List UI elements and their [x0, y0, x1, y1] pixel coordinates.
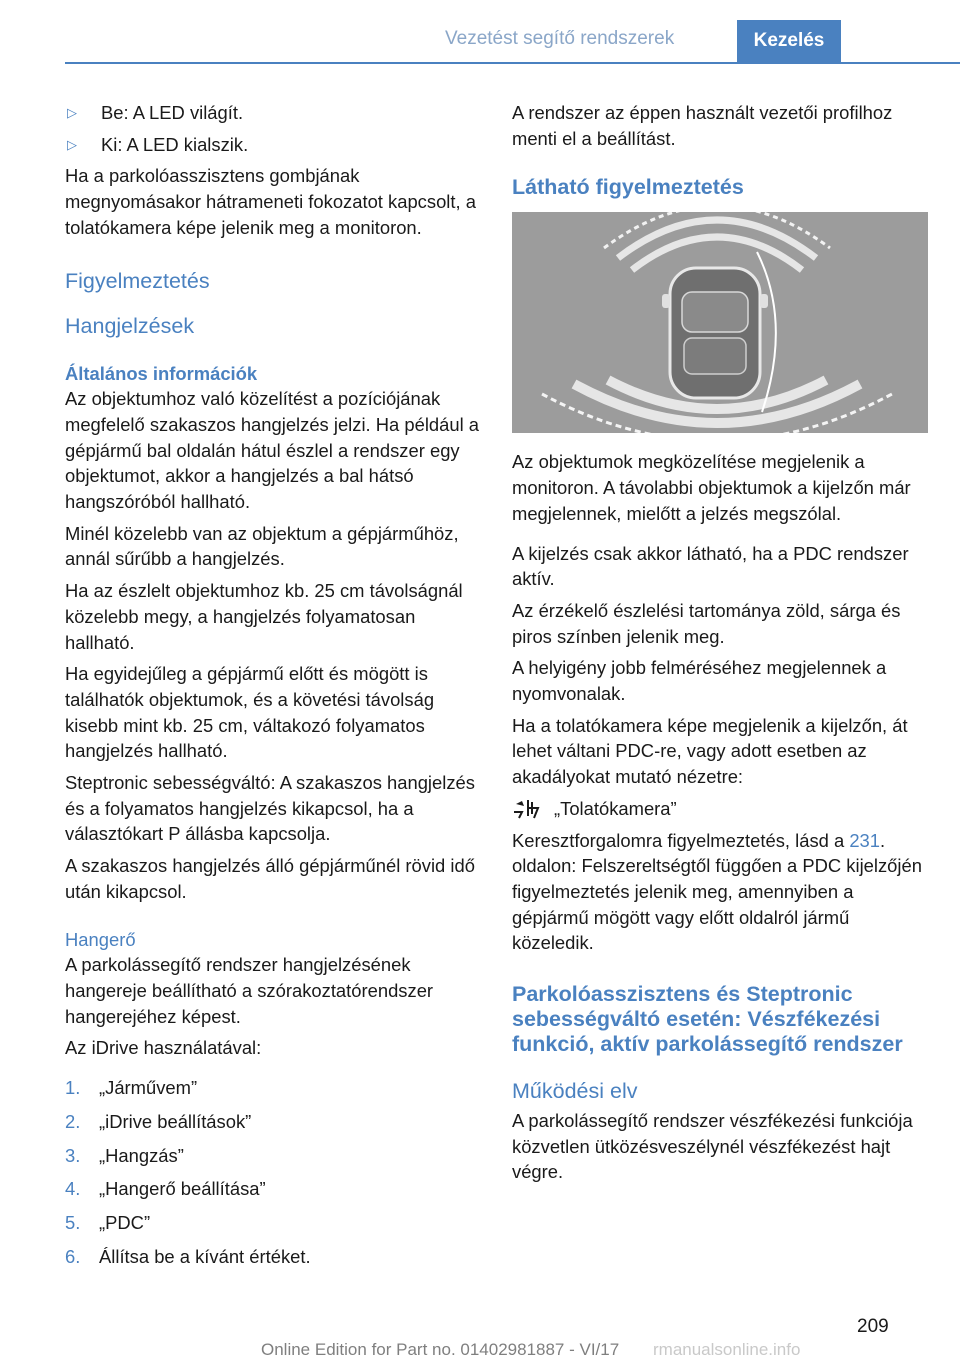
paragraph-visual-5: Ha a tolatókamera képe megjelenik a kijelzőn, át lehet váltani PDC-re, vagy adott esetben az akadályokat mutató nézetre:	[512, 714, 908, 788]
paragraph-general-6: A szakaszos hangjelzés álló gépjárműnél rövid idő után kikapcsol.	[65, 855, 475, 902]
paragraph-general-3: Ha az észlelt objektumhoz kb. 25 cm távolságnál közelebb megy, a hangjelzés folyamatosan hallható.	[65, 580, 463, 653]
heading-visual-warning: Látható figyelmeztetés	[512, 175, 744, 200]
heading-volume: Hangerő	[65, 928, 136, 950]
paragraph-profile: A rendszer az éppen használt vezetői profilhoz menti el a beállítást.	[512, 102, 893, 149]
header-tab-kezeles[interactable]: Kezelés	[737, 20, 841, 62]
step-text: „Járművem”	[99, 1077, 198, 1099]
header-section-title: Vezetést segítő rendszerek	[445, 28, 675, 49]
step-item	[65, 1143, 480, 1169]
header-rule	[65, 62, 960, 64]
step-number: 6.	[65, 1245, 81, 1267]
step-item	[65, 1244, 480, 1270]
triangle-bullet-icon: ▷	[67, 136, 77, 152]
step-number: 5.	[65, 1211, 81, 1233]
left-column	[65, 100, 480, 1277]
step-item	[65, 1210, 480, 1236]
watermark: rmanualsonline.info	[653, 1340, 801, 1359]
paragraph-principle: A parkolássegítő rendszer vészfékezési funkciója közvetlen ütközésveszélynél vészfékezést hajt végre.	[512, 1110, 913, 1183]
step-number: 3.	[65, 1144, 81, 1166]
heading-warning: Figyelmeztetés	[65, 268, 210, 293]
step-text: „iDrive beállítások”	[99, 1110, 252, 1132]
step-number: 1.	[65, 1077, 81, 1099]
cross-traffic-text-end: . oldalon: Felszereltségtől függően a PDC kijelzőjén figyelmeztetés jelenik meg, amennyiben a gépjármű mögött vagy előtt oldalról jármű közeledik.	[512, 829, 922, 954]
paragraph-visual-1: Az objektumok megközelítése megjelenik a monitoron. A távolabbi objektumok a kijelzőn már megjelennek, mielőtt a jelzés megszólal.	[512, 451, 911, 524]
bullet-text: Be: A LED világít.	[101, 102, 244, 123]
step-number: 4.	[65, 1178, 81, 1200]
heading-principle: Működési elv	[512, 1079, 638, 1104]
step-text: „PDC”	[99, 1211, 151, 1233]
led-bullet-on	[65, 100, 480, 126]
triangle-bullet-icon: ▷	[67, 105, 77, 120]
paragraph-general-5: Steptronic sebességváltó: A szakaszos hangjelzés és a folyamatos hangjelzés kikapcsol, ha a választókart P állásba kapcsolja.	[65, 772, 475, 845]
paragraph-visual-4: A helyigény jobb felméréséhez megjelennek a nyomvonalak.	[512, 657, 887, 705]
right-column	[512, 100, 927, 1191]
step-item	[65, 1109, 480, 1135]
step-text: Állítsa be a kívánt értéket.	[99, 1245, 311, 1267]
page-number: 209	[857, 1316, 889, 1337]
cross-traffic-text-start: Keresztforgalomra figyelmeztetés, lásd a	[512, 829, 850, 851]
paragraph-idrive: Az iDrive használatával:	[65, 1037, 262, 1059]
step-item	[65, 1176, 480, 1202]
paragraph-cross-traffic	[512, 828, 927, 957]
paragraph-general-1: Az objektumhoz való közelítést a pozíciójának megfelelő szakaszos hangjelzés jelzi. Ha például a gépjármű bal oldalán hátul észlel a rendszer egy objektumot, akkor a hangjelzés a bal hátsó hangszóróból hallható.	[65, 388, 480, 513]
heading-sounds: Hangjelzések	[65, 313, 195, 338]
paragraph-general-4: Ha egyidejűleg a gépjármű előtt és mögött is találhatók objektumok, és a követési távolság kisebb mint kb. 25 cm, váltakozó folyamatos hangjelzés hallható.	[65, 663, 435, 762]
paragraph-general-2: Minél közelebb van az objektum a gépjárműhöz, annál sűrűbb a hangjelzés.	[65, 522, 459, 570]
camera-option-label: „Tolatókamera”	[554, 797, 677, 819]
rear-camera-option	[512, 796, 927, 822]
step-text: „Hangzás”	[99, 1144, 184, 1166]
paragraph-camera: Ha a parkolóasszisztens gombjának megnyomásakor hátrameneti fokozatot kapcsolt, a tolatókamera képe jelenik meg a monitoron.	[65, 165, 476, 238]
rear-camera-icon	[512, 798, 542, 820]
page-link-231[interactable]: 231	[849, 829, 880, 851]
heading-emergency-brake: Parkolóasszisztens és Steptronic sebességváltó esetén: Vészfékezési funkció, aktív parkolássegítő rendszer	[512, 982, 903, 1057]
bullet-text: Ki: A LED kialszik.	[101, 133, 249, 155]
step-text: „Hangerő beállítása”	[99, 1178, 266, 1200]
heading-general-info: Általános információk	[65, 362, 258, 384]
paragraph-volume: A parkolássegítő rendszer hangjelzésének hangereje beállítható a szórakoztatórendszer hangerejéhez képest.	[65, 954, 434, 1027]
pdc-car-illustration	[512, 212, 928, 433]
step-number: 2.	[65, 1110, 81, 1132]
pdc-display-figure	[512, 212, 928, 433]
paragraph-visual-3: Az érzékelő észlelési tartománya zöld, sárga és piros színben jelenik meg.	[512, 599, 901, 647]
paragraph-visual-2: A kijelzés csak akkor látható, ha a PDC rendszer aktív.	[512, 542, 909, 590]
footer-edition: Online Edition for Part no. 01402981887 - VI/17	[261, 1340, 620, 1359]
step-item	[65, 1075, 480, 1101]
led-bullet-off	[65, 132, 480, 158]
